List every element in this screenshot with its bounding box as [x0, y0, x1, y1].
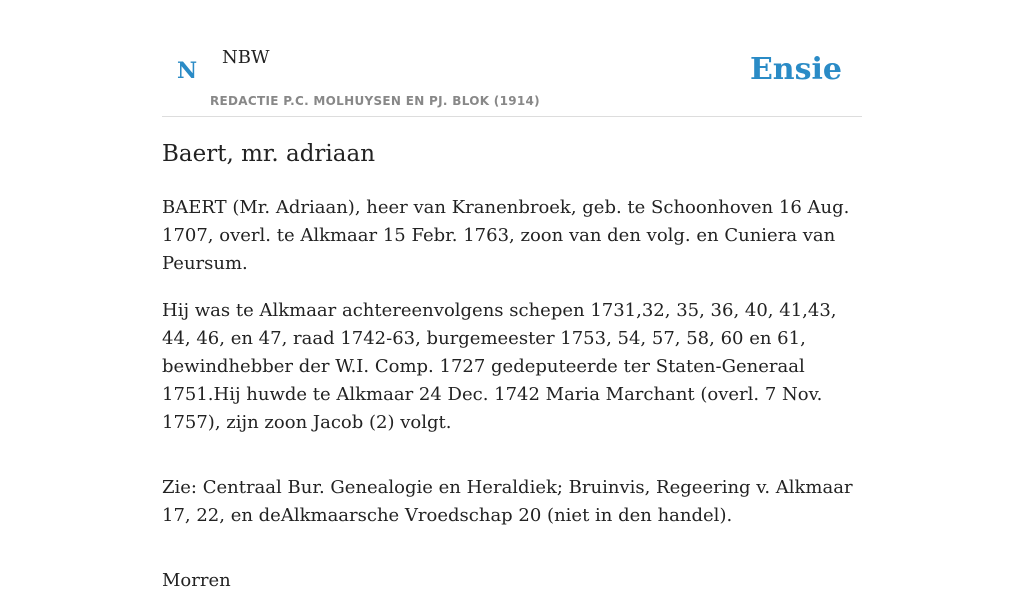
source-logo[interactable]: N	[177, 58, 198, 84]
source-subtitle: REDACTIE P.C. MOLHUYSEN EN PJ. BLOK (1914)	[210, 94, 540, 108]
article-references: Zie: Centraal Bur. Genealogie en Heraldiek; Bruinvis, Regeering v. Alkmaar 17, 22, en deAlkmaarsche Vroedschap 20 (niet in den handel).	[162, 477, 853, 526]
source-header	[162, 0, 862, 117]
article-title: Baert, mr. adriaan	[162, 141, 376, 167]
brand-logo-link[interactable]: Ensie	[749, 52, 842, 87]
article-paragraph: BAERT (Mr. Adriaan), heer van Kranenbroek, geb. te Schoonhoven 16 Aug. 1707, overl. te Alkmaar 15 Febr. 1763, zoon van den volg. en Cuniera van Peursum.	[162, 197, 850, 274]
article-paragraph: Hij was te Alkmaar achtereenvolgens schepen 1731,32, 35, 36, 40, 41,43, 44, 46, en 47, raad 1742-63, burgemeester 1753, 54, 57, 58, 60 en 61, bewindhebber der W.I. Comp. 1727 gedeputeerde ter Staten-Generaal 1751.Hij huwde te Alkmaar 24 Dec. 1742 Maria Marchant (overl. 7 Nov. 1757), zijn zoon Jacob (2) volgt.	[162, 300, 837, 433]
source-name[interactable]: NBW	[222, 47, 270, 68]
article-author: Morren	[162, 570, 231, 591]
article	[162, 136, 862, 614]
